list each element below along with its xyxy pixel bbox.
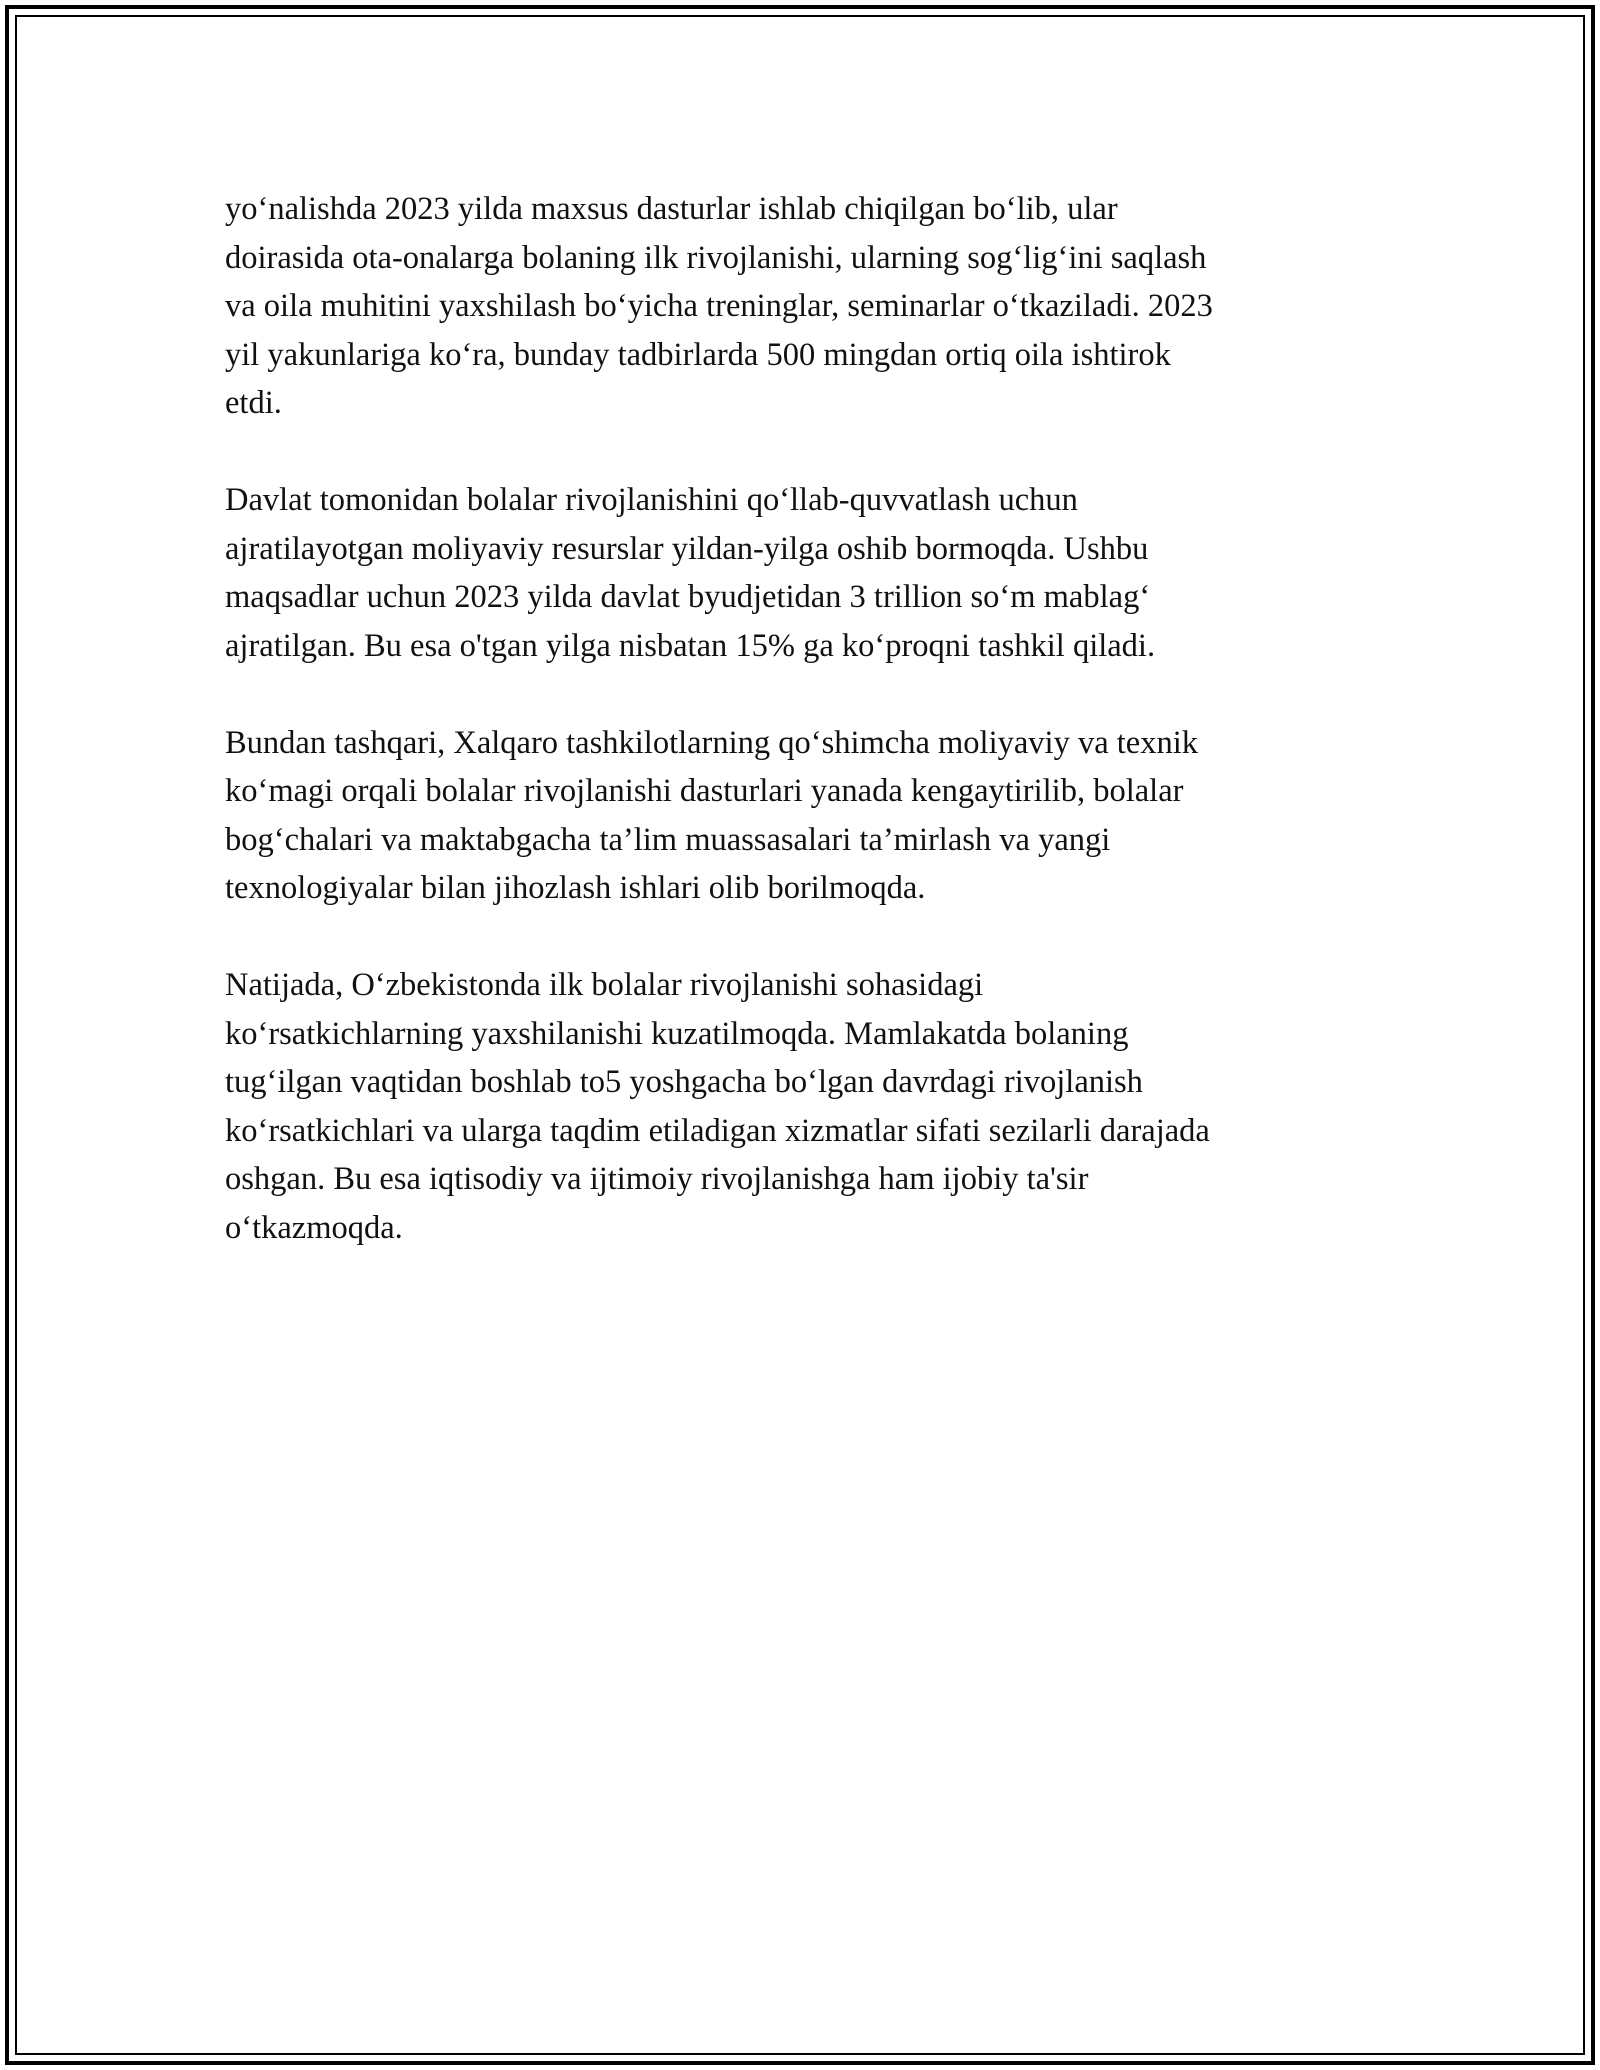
document-body xyxy=(225,185,1365,1252)
paragraph-3: Bundan tashqari, Xalqaro tashkilotlarning qo‘shimcha moliyaviy va texnik ko‘magi orqali bolalar rivojlanishi dasturlari yanada kengaytirilib, bolalar bog‘chalari va maktabgacha ta’lim muassasalari ta’mirlash va yangi texnologiyalar bilan jihozlash ishlari olib borilmoqda. xyxy=(225,724,1198,906)
paragraph-4: Natijada, O‘zbekistonda ilk bolalar rivojlanishi sohasidagi ko‘rsatkichlarning yaxshilanishi kuzatilmoqda. Mamlakatda bolaning tug‘ilgan vaqtidan boshlab to5 yoshgacha bo‘lgan davrdagi rivojlanish ko‘rsatkichlari va ularga taqdim etiladigan xizmatlar sifati sezilarli darajada oshgan. Bu esa iqtisodiy va ijtimoiy rivojlanishga ham ijobiy ta'sir o‘tkazmoqda. xyxy=(225,967,1210,1246)
paragraph-1: yo‘nalishda 2023 yilda maxsus dasturlar ishlab chiqilgan bo‘lib, ular doirasida ota-onalarga bolaning ilk rivojlanishi, ularning sog‘lig‘ini saqlash va oila muhitini yaxshilash bo‘yicha treninglar, seminarlar o‘tkaziladi. 2023 yil yakunlariga ko‘ra, bunday tadbirlarda 500 mingdan ortiq oila ishtirok etdi. xyxy=(225,191,1213,421)
paragraph-2: Davlat tomonidan bolalar rivojlanishini qo‘llab-quvvatlash uchun ajratilayotgan moliyaviy resurslar yildan-yilga oshib bormoqda. Ushbu maqsadlar uchun 2023 yilda davlat byudjetidan 3 trillion so‘m mablag‘ ajratilgan. Bu esa o'tgan yilga nisbatan 15% ga ko‘proqni tashkil qiladi. xyxy=(225,482,1156,664)
